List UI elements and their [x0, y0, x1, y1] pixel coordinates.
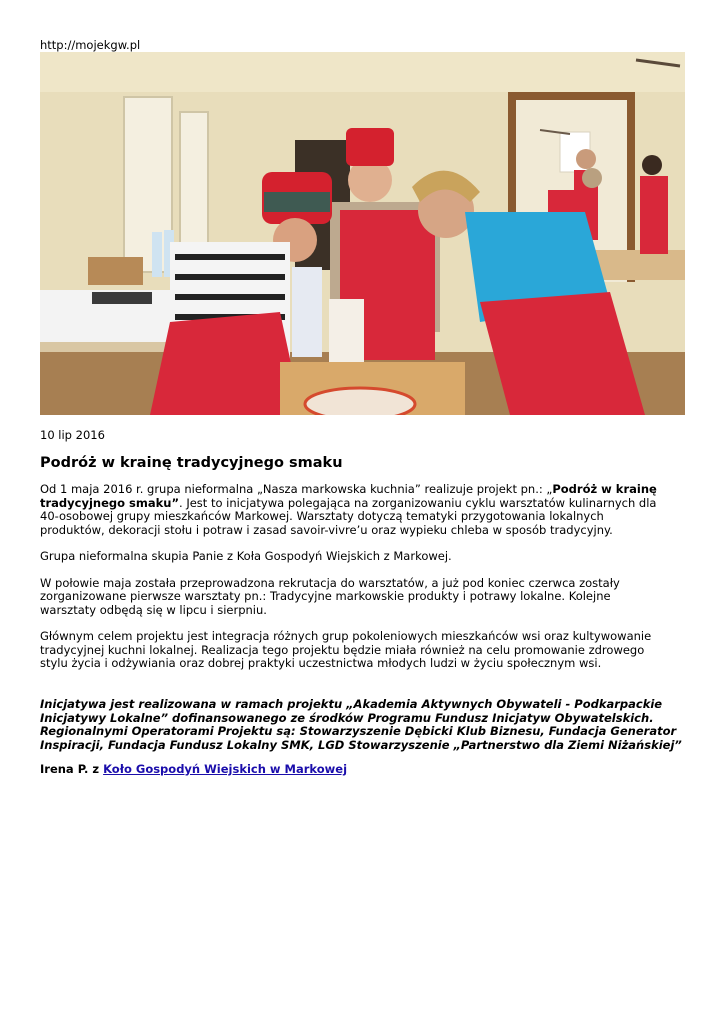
post-date: 10 lip 2016: [40, 428, 105, 442]
page-url: http://mojekgw.pl: [40, 38, 141, 52]
article-photo: [40, 52, 685, 415]
article-paragraph-2: Grupa nieformalna skupia Panie z Koła Gospodyń Wiejskich z Markowej.: [40, 549, 452, 563]
article-paragraph-3: W połowie maja została przeprowadzona rekrutacja do warsztatów, a już pod koniec czerwca zostały zorganizowane pierwsze warsztaty pn.: Tradycyjne markowskie produkty i potrawy lokalne. Kolejne warsztaty odbędą się w lipcu i sierpniu.: [40, 575, 620, 617]
article-paragraph-1: [40, 483, 670, 537]
author-name: Irena P. z: [40, 762, 104, 776]
funding-credits: [40, 698, 690, 752]
funding-credits-text: Inicjatywa jest realizowana w ramach projektu „Akademia Aktywnych Obywateli - Podkarpackie Inicjatywy Lokalne” dofinansowanego ze środków Programu Fundusz Inicjatyw Obywatelskich. Regionalnymi Operatorami Projektu są: Stowarzyszenie Dębicki Klub Biznesu, Fundacja Generator Inspiracji, Fundacja Fundusz Lokalny SMK, LGD Stowarzyszenie „Partnerstwo dla Ziemi Niżańskiej”: [40, 697, 682, 752]
project-name: Podróż w krainę tradycyjnego smaku”: [40, 482, 657, 510]
paragraph-1-intro: Od 1 maja 2016 r. grupa nieformalna „Nasza markowska kuchnia” realizuje projekt pn.: „: [40, 482, 553, 496]
kgw-markowa-link[interactable]: Koło Gospodyń Wiejskich w Markowej: [103, 762, 348, 776]
author-signature: [40, 763, 347, 777]
paragraph-1-rest: . Jest to inicjatywa polegająca na zorganizowaniu cyklu warsztatów kulinarnych dla 40-osobowej grupy mieszkańców Markowej. Warsztaty dotyczą tematyki przygotowania lokalnych produktów, dekoracji stołu i potraw i zasad savoir-vivre’u oraz wypieku chleba w sposób tradycyjny.: [40, 495, 657, 537]
article-paragraph-4: Głównym celem projektu jest integracja różnych grup pokoleniowych mieszkańców wsi oraz kultywowanie tradycyjnej kuchni lokalnej. Realizacja tego projektu będzie miała również na celu promowanie zdrowego stylu życia i odżywiania oraz dobrej praktyki uczestnictwa młodych ludzi w życiu społecznym wsi.: [40, 629, 652, 670]
article-body: [40, 483, 670, 684]
post-title: Podróż w krainę tradycyjnego smaku: [40, 455, 343, 471]
